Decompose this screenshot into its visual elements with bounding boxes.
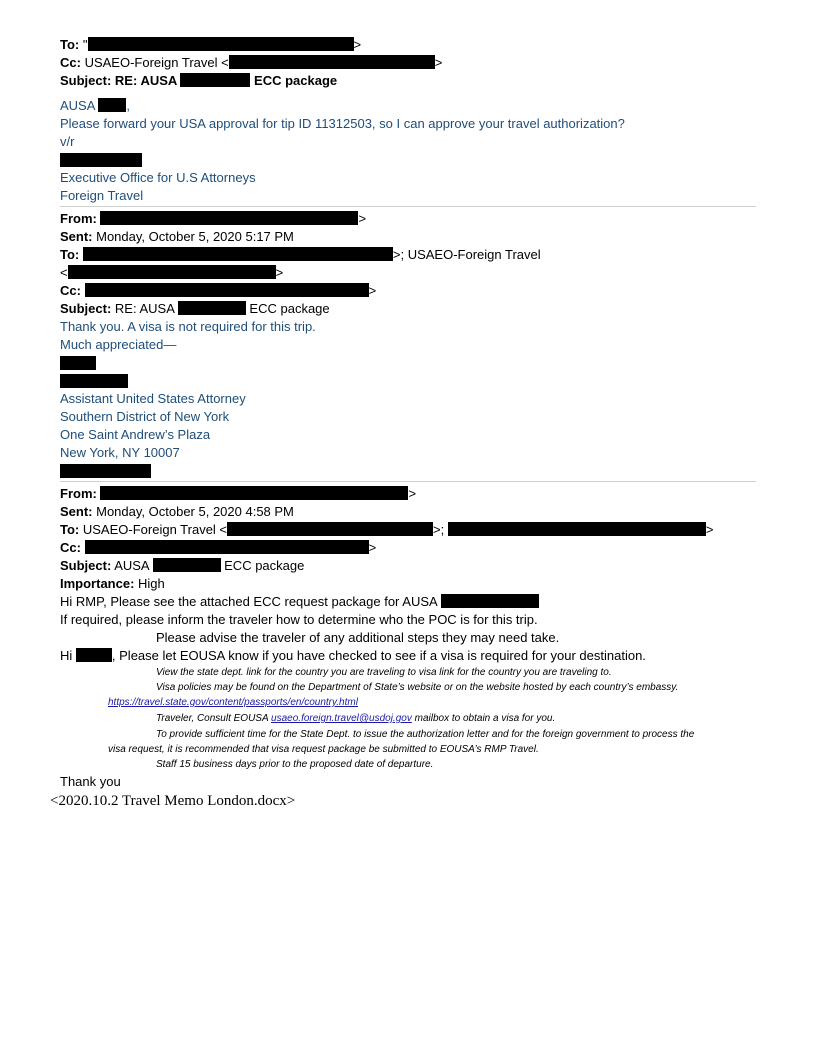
email2-sent-line — [60, 228, 294, 246]
from-close: > — [408, 486, 417, 501]
email2-to-line — [60, 246, 541, 264]
importance-value: High — [138, 576, 165, 591]
redaction — [98, 98, 126, 112]
email3-to-line — [60, 521, 713, 539]
line1-text: Hi RMP, Please see the attached ECC request package for AUSA — [60, 594, 437, 609]
subject-prefix: RE: AUSA — [114, 301, 175, 316]
email2-from-line — [60, 210, 366, 228]
note4 — [156, 712, 555, 725]
email3-from-line — [60, 485, 416, 503]
attachment-name[interactable]: <2020.10.2 Travel Memo London.docx> — [50, 793, 296, 809]
redaction — [441, 594, 539, 608]
signature-redaction — [60, 153, 142, 167]
redaction — [68, 265, 276, 279]
subject-prefix: RE: AUSA — [114, 73, 177, 88]
subject-label: Subject: — [60, 558, 112, 573]
cc-close: > — [434, 55, 443, 70]
note2: Visa policies may be found on the Department of State’s website or on the website hosted by each country’s embassy. — [156, 682, 679, 693]
cc-close: > — [368, 540, 377, 555]
email1-greeting — [60, 97, 130, 115]
to-close: > — [705, 522, 714, 537]
to-close: > — [353, 37, 362, 52]
to-mid: >; USAEO-Foreign Travel — [392, 247, 541, 262]
email1-body: Please forward your USA approval for tip ID 11312503, so I can approve your travel authorization? — [60, 116, 625, 131]
email2-cc-line — [60, 282, 376, 300]
from-close: > — [358, 211, 367, 226]
note4-post: mailbox to obtain a visa for you. — [414, 713, 556, 724]
email3-line2: If required, please inform the traveler how to determine who the POC is for this trip. — [60, 612, 538, 627]
line4-post: , Please let EOUSA know if you have checked to see if a visa is required for your destination. — [111, 648, 646, 663]
importance-label: Importance: — [60, 576, 135, 591]
to-cont-open: < — [60, 265, 68, 280]
line4-pre: Hi — [60, 648, 73, 663]
phone-redaction — [60, 464, 151, 478]
email3-line4 — [60, 647, 646, 665]
to-label: To: — [60, 522, 80, 537]
subject-label: Subject: — [60, 73, 112, 88]
sent-value: Monday, October 5, 2020 4:58 PM — [96, 504, 294, 519]
email2-body2: Much appreciated— — [60, 337, 177, 352]
note1: View the state dept. link for the country you are traveling to visa link for the country you are traveling to. — [156, 667, 612, 678]
redaction — [153, 558, 221, 572]
redaction — [227, 522, 433, 536]
to-value: USAEO-Foreign Travel < — [82, 522, 228, 537]
email3-cc-line — [60, 539, 376, 557]
note5b: visa request, it is recommended that visa request package be submitted to EOUSA’s RMP Travel. — [108, 744, 539, 755]
from-label: From: — [60, 486, 97, 501]
note6: Staff 15 business days prior to the proposed date of departure. — [156, 759, 434, 770]
cc-label: Cc: — [60, 283, 81, 298]
email2-sig-line2: Southern District of New York — [60, 409, 230, 424]
email2-sig-line4: New York, NY 10007 — [60, 445, 180, 460]
email3-sent-line — [60, 503, 294, 521]
email1-to-line — [60, 36, 361, 54]
email2-to-cont-line — [60, 264, 283, 282]
redaction — [76, 648, 112, 662]
name-redaction — [60, 356, 96, 370]
subject-label: Subject: — [60, 301, 112, 316]
email1-subject-line — [60, 72, 337, 90]
email1-sig-line2: Foreign Travel — [60, 188, 144, 203]
email2-subject-line — [60, 300, 330, 318]
email3-thanks: Thank you — [60, 774, 121, 789]
cc-label: Cc: — [60, 540, 81, 555]
sent-label: Sent: — [60, 504, 93, 519]
subject-suffix: ECC package — [254, 73, 338, 88]
to-label: To: — [60, 247, 80, 262]
divider — [60, 206, 756, 207]
to-mid: >; — [433, 522, 445, 537]
redaction — [100, 486, 408, 500]
eousa-email-link[interactable]: usaeo.foreign.travel@usdoj.gov — [271, 713, 412, 724]
sent-value: Monday, October 5, 2020 5:17 PM — [96, 229, 294, 244]
subject-prefix: AUSA — [114, 558, 149, 573]
to-cont-close: > — [275, 265, 284, 280]
email3-subject-line — [60, 557, 304, 575]
email3-importance-line — [60, 575, 165, 593]
email3-line1 — [60, 593, 539, 611]
email1-sig-line1: Executive Office for U.S Attorneys — [60, 170, 256, 185]
divider — [60, 481, 756, 482]
email2-body1: Thank you. A visa is not required for this trip. — [60, 319, 316, 334]
cc-close: > — [368, 283, 377, 298]
email1-closing: v/r — [60, 134, 75, 149]
subject-suffix: ECC package — [249, 301, 330, 316]
redaction — [100, 211, 358, 225]
greeting-comma: , — [126, 98, 130, 113]
to-open-quote: " — [82, 37, 88, 52]
name-redaction — [60, 374, 128, 388]
email1-cc-line — [60, 54, 442, 72]
email3-line3: Please advise the traveler of any additional steps they may need take. — [156, 630, 560, 645]
note5a: To provide sufficient time for the State Dept. to issue the authorization letter and for the foreign government to process the — [156, 729, 695, 740]
to-label: To: — [60, 37, 80, 52]
redaction — [83, 247, 393, 261]
redaction — [85, 283, 369, 297]
from-label: From: — [60, 211, 97, 226]
state-dept-link[interactable]: https://travel.state.gov/content/passports/en/country.html — [108, 697, 358, 708]
greeting-text: AUSA — [60, 98, 95, 113]
redaction — [229, 55, 435, 69]
redaction — [448, 522, 706, 536]
redaction — [88, 37, 354, 51]
redaction — [180, 73, 250, 87]
note4-pre: Traveler, Consult EOUSA — [156, 713, 269, 724]
email2-sig-line1: Assistant United States Attorney — [60, 391, 246, 406]
email2-sig-line3: One Saint Andrew’s Plaza — [60, 427, 211, 442]
subject-suffix: ECC package — [224, 558, 305, 573]
cc-label: Cc: — [60, 55, 81, 70]
cc-value: USAEO-Foreign Travel < — [84, 55, 229, 70]
redaction — [178, 301, 246, 315]
redaction — [85, 540, 369, 554]
sent-label: Sent: — [60, 229, 93, 244]
